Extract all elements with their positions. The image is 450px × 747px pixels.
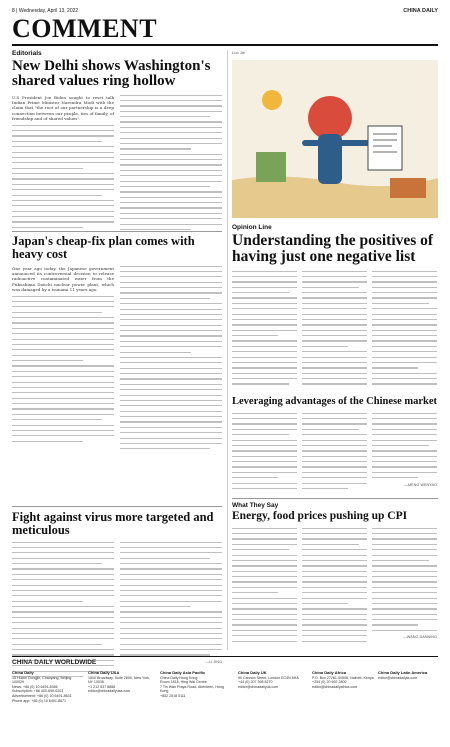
wts-body-1 (232, 528, 297, 646)
editorials-block (12, 50, 222, 234)
editorial-1-headline: New Delhi shows Washington's shared values ring hollow (12, 58, 211, 90)
wts-body-3 (372, 528, 437, 631)
article-divider (12, 506, 222, 507)
footer-line: +44 (0) 207 398 8270 (238, 680, 273, 685)
opinion-body-3 (372, 271, 437, 389)
paper-name: CHINA DAILY (403, 8, 438, 14)
footer-line: China Daily Hong Kong (160, 675, 198, 680)
what-they-say-label: What They Say (232, 502, 279, 509)
footer-line: P.O. Box 27281-00506, Nairobi, Kenya (312, 675, 374, 680)
editorial-2-body-text (12, 296, 114, 442)
footer-line: editor@chinadailyusa.com (88, 689, 131, 694)
footer-col-asia (160, 671, 230, 699)
footer-line: +254 (0) 20 692 2800 (312, 680, 347, 685)
opinion-sub-body-3 (372, 413, 437, 479)
footer-line: 1500 Broadway, Suite 2800, New York, NY 10036 (88, 675, 151, 685)
footer-col-china (12, 671, 82, 703)
opinion-sub-body-2 (302, 413, 367, 494)
footer-line: editor@chinadailyafrica.com (312, 684, 358, 689)
footer-line: 90 Cannon Street, London EC4N 6HA (238, 675, 299, 680)
footer-col-uk (238, 671, 306, 689)
wts-byline: —WANG DANNING (402, 635, 437, 640)
opinion-subheadline: Leveraging advantages of the Chinese market (232, 396, 438, 407)
footer-title: CHINA DAILY WORLDWIDE (12, 659, 97, 666)
footer-line: 15 Huixin Dongjie, Chaoyang, Beijing 100029 (12, 675, 72, 685)
footer-col-africa (312, 671, 374, 689)
editorial-1-lead: U.S President Joe Biden sought to reset talk Indian Prime Minister Narendra Modi with the claim that "the root of our partnership is a deep connection between our people, ties of family, of friendship and of shared values". (12, 94, 114, 122)
footer-line: Room 1818, Hing Wai Centre (160, 680, 207, 685)
footer-col-latam (378, 671, 438, 680)
editorials-label: Editorials (12, 50, 42, 57)
footer-line: +852 2518 5111 (160, 693, 186, 698)
virus-article-byline: —LI JING (205, 659, 222, 664)
what-they-say-headline: Energy, food prices pushing up CPI (232, 510, 408, 522)
footer-line: Advertisement: +86 (0) 10 6491-8631 (12, 693, 72, 698)
editorial-2-body-text-2 (120, 266, 222, 454)
footer-col-head: China Daily Latin America (378, 670, 428, 675)
footer-col-head: China Daily UK (238, 670, 267, 675)
opinion-sub-block (232, 397, 438, 493)
footer-line: Phone app: +86 (0) 10 6491-8671 (12, 698, 67, 703)
opinion-block (232, 224, 438, 389)
column-divider (227, 50, 228, 650)
opinion-label: Opinion Line (232, 224, 272, 231)
footer-line: News: +86 (0) 10 6491-8366 (12, 684, 58, 689)
footer-col-head: China Daily (12, 670, 34, 675)
illustration-credit: Luo Jie (232, 50, 245, 55)
what-they-say-block (232, 502, 438, 646)
opinion-body-2 (302, 271, 367, 389)
masthead-rule (12, 44, 438, 46)
opinion-sub-body-1 (232, 413, 297, 494)
editorial-1-body-text-2 (120, 95, 222, 235)
editorial-cartoon-illustration (232, 60, 438, 218)
wts-body-2 (302, 528, 367, 646)
opinion-body-1 (232, 271, 297, 389)
editorial-1-body-text (12, 125, 114, 228)
editorial-divider (12, 231, 222, 232)
editorial-2-block (12, 235, 222, 454)
footer-line: editor@chinadailyla.com (378, 675, 418, 680)
footer-line: editor@chinadailyuk.com (238, 684, 279, 689)
footer-line: Subscription: +86 400-699-0203 (12, 689, 64, 694)
footer-line: 7 Tin Wan Praya Road, Aberdeen, Hong Kong (160, 684, 224, 694)
opinion-headline: Understanding the positives of having just one negative list (232, 232, 434, 265)
footer-col-head: China Daily Africa (312, 670, 347, 675)
footer-col-usa (88, 671, 154, 694)
editorial-2-lead: One year ago today, the Japanese government announced its controversial decision to release radioactive contaminated water from the Fukushima Daiichi nuclear power plant, which was damaged by a tsunami 11 years ago. (12, 265, 114, 293)
editorial-2-headline: Japan's cheap-fix plan comes with heavy cost (12, 234, 195, 261)
virus-article-headline: Fight against virus more targeted and meticulous (12, 510, 214, 537)
wts-divider (232, 498, 438, 499)
footer-col-head: China Daily USA (88, 670, 120, 675)
footer-line: +1 212 537 8888 (88, 684, 116, 689)
page-date: 8 | Wednesday, April 13, 2022 (12, 8, 79, 14)
opinion-byline: —MENG WENYAO (404, 482, 437, 487)
worldwide-footer (12, 656, 438, 739)
virus-article-body-2 (120, 542, 222, 656)
section-masthead: COMMENT (12, 14, 158, 43)
footer-col-head: China Daily Asia Pacific (160, 670, 206, 675)
